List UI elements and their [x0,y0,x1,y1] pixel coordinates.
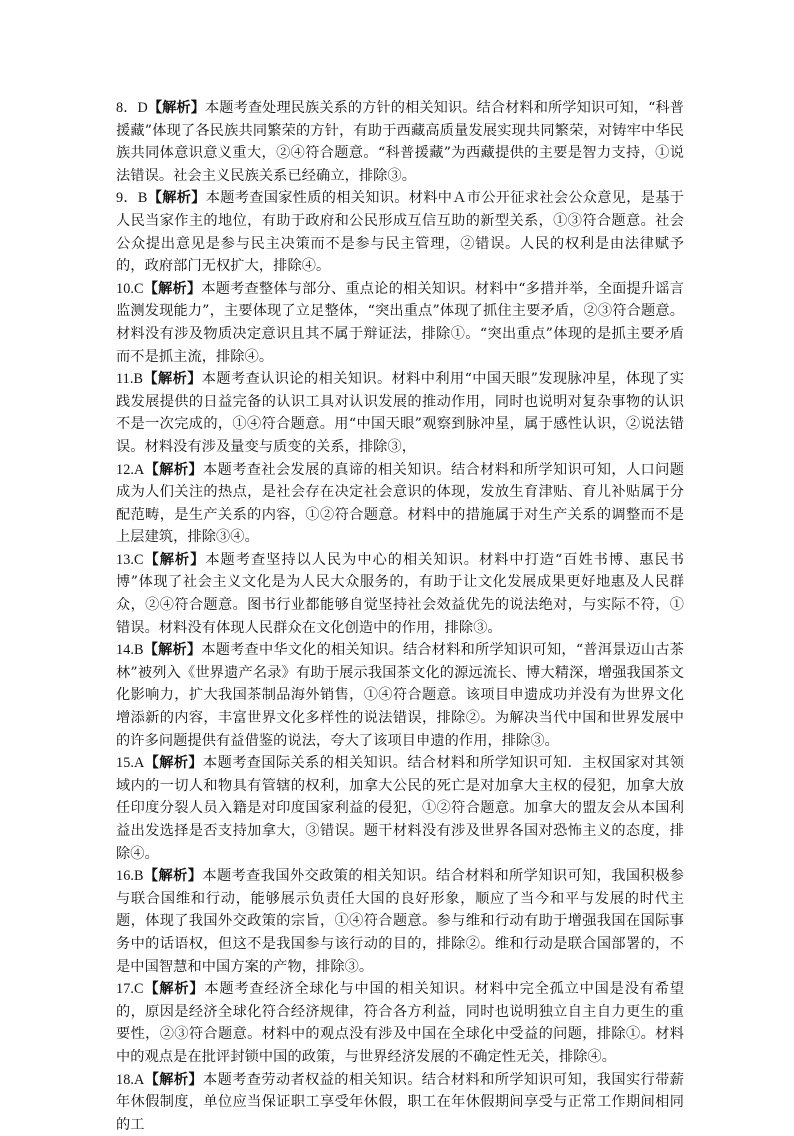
analysis-text: 本题考查劳动者权益的相关知识。结合材料和所学知识可知，我国实行带薪年休假制度，单位应当保证职工享受年休假，职工在年休假期间享受与正常工作期间相同的工 [116,1071,684,1133]
analysis-tag: 【解析】 [143,280,202,297]
analysis-text: 本题考查经济全球化与中国的相关知识。材料中完全孤立中国是没有希望的，原因是经济全球化符合经济规律，符合各方利益，同时也说明独立自主自力更生的重要性，②③符合题意。材料中的观点没有涉及中国在全球化中受益的问题，排除①。材料中的观点是在批评封锁中国的政策，与世界经济发展的不确定性无关，排除④。 [116,981,685,1065]
analysis-tag: 【解析】 [144,755,204,772]
analysis-tag: 【解析】 [147,190,206,207]
analysis-item-18 [116,1069,684,1136]
analysis-item-9 [116,187,684,277]
item-number: 12.A [116,461,145,478]
analysis-item-14 [116,639,684,752]
item-number: 9．B [116,190,148,207]
analysis-item-16 [116,865,684,978]
analysis-tag: 【解析】 [144,461,204,478]
analysis-tag: 【解析】 [143,981,205,998]
analysis-text: 本题考查坚持以人民为中心的相关知识。材料中打造“百姓书博、惠民书博”体现了社会主义文化是为人民大众服务的，有助于让文化发展成果更好地惠及人民群众，②④符合题意。图书行业都能够自觉坚持社会效益优先的说法绝对，与实际不符，①错误。材料没有体现人民群众在文化创造中的作用，排除③。 [116,551,684,636]
analysis-text: 本题考查国家性质的相关知识。材料中Ａ市公开征求社会公众意见，是基于人民当家作主的地位，有助于政府和公民形成互信互助的新型关系，①③符合题意。社会公众提出意见是参与民主决策而不是参与民主管理，②错误。人民的权利是由法律赋予的，政府部门无权扩大，排除④。 [116,190,685,275]
item-number: 15.A [116,755,145,772]
analysis-tag: 【解析】 [143,371,202,388]
item-number: 17.C [116,981,144,998]
analysis-tag: 【解析】 [144,1071,204,1088]
analysis-item-10 [116,278,684,368]
item-number: 11.B [116,371,144,388]
analysis-item-17 [116,978,684,1068]
item-number: 18.A [116,1071,145,1088]
item-number: 8．D [116,100,148,116]
analysis-item-12 [116,459,684,549]
analysis-tag: 【解析】 [143,642,202,659]
analysis-text: 本题考查我国外交政策的相关知识。结合材料和所学知识可知，我国积极参与联合国维和行动，能够展示负责任大国的良好形象，顺应了当今和平与发展的时代主题，体现了我国外交政策的宗旨，①④符合题意。参与维和行动有助于增强我国在国际事务中的话语权，但这不是我国参与该行动的目的，排除②。维和行动是联合国部署的，不是中国智慧和中国方案的产物，排除③。 [116,868,684,975]
analysis-item-13 [116,549,684,639]
analysis-tag: 【解析】 [143,551,206,568]
analysis-item-8 [116,97,684,187]
item-number: 14.B [116,642,144,659]
item-number: 13.C [116,551,144,568]
analysis-text: 本题考查社会发展的真谛的相关知识。结合材料和所学知识可知，人口问题成为人们关注的热点，是社会存在决定社会意识的体现，发放生育津贴、育儿补贴属于分配范畴，是生产关系的内容，①②符合题意。材料中的措施属于对生产关系的调整而不是上层建筑，排除③④。 [116,461,684,546]
analysis-text: 本题考查国际关系的相关知识。结合材料和所学知识可知．主权国家对其领域内的一切人和物具有管辖的权利，加拿大公民的死亡是对加拿大主权的侵犯，加拿大放任印度分裂人员入籍是对印度国家利益的侵犯，①②符合题意。加拿大的盟友会从本国利益出发选择是否支持加拿大，③错误。题干材料没有涉及世界各国对恐怖主义的态度，排除④。 [116,755,684,862]
analysis-text: 本题考查整体与部分、重点论的相关知识。材料中“多措并举，全面提升谣言监测发现能力”，主要体现了立足整体，“突出重点”体现了抓住主要矛盾，②③符合题意。材料没有涉及物质决定意识且其不属于辩证法，排除①。“突出重点”体现的是抓主要矛盾而不是抓主流，排除④。 [116,280,684,365]
item-number: 10.C [116,280,144,297]
analysis-item-11 [116,368,684,458]
answer-analysis-page [116,97,684,1136]
analysis-tag: 【解析】 [147,100,206,116]
analysis-text: 本题考查中华文化的相关知识。结合材料和所学知识可知，“普洱景迈山古茶林”被列入《世界遗产名录》有助于展示我国茶文化的源远流长、博大精深，增强我国茶文化影响力，扩大我国茶制品海外销售，①④符合题意。该项目申遗成功并没有为世界文化增添新的内容，丰富世界文化多样性的说法错误，排除②。为解决当代中国和世界发展中的许多问题提供有益借鉴的说法，夸大了该项目申遗的作用，排除③。 [116,642,684,749]
item-number: 16.B [116,868,144,885]
analysis-text: 本题考查处理民族关系的方针的相关知识。结合材料和所学知识可知，“科普援藏”体现了各民族共同繁荣的方针，有助于西藏高质量发展实现共同繁荣，对铸牢中华民族共同体意识意义重大，②④符合题意。“科普援藏”为西藏提供的主要是智力支持，①说法错误。社会主义民族关系已经确立，排除③。 [116,100,685,184]
analysis-item-15 [116,752,684,865]
analysis-text: 本题考查认识论的相关知识。材料中利用“中国天眼”发现脉冲星，体现了实践发展提供的日益完备的认识工具对认识发展的推动作用，同时也说明对复杂事物的认识不是一次完成的，①④符合题意。用“中国天眼”观察到脉冲星，属于感性认识，②说法错误。材料没有涉及量变与质变的关系，排除③， [116,371,684,455]
analysis-tag: 【解析】 [143,868,203,885]
